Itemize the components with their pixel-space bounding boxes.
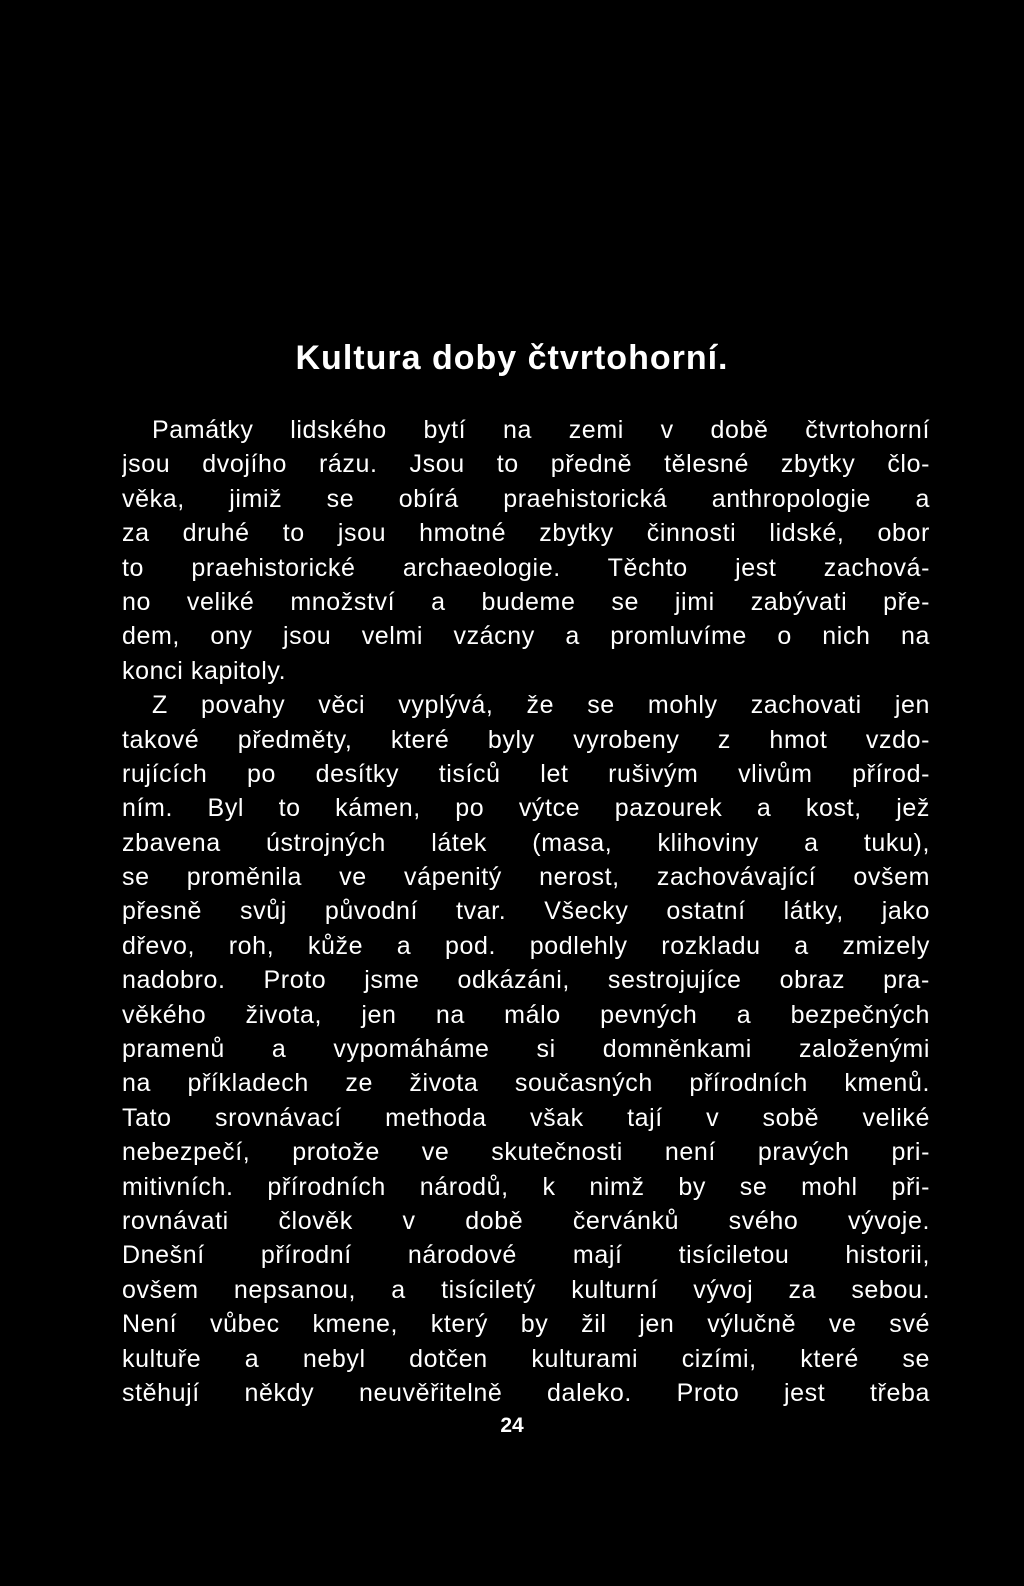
text-line: to praehistorické archaeologie. Těchto jest zachová- xyxy=(122,553,930,582)
text-line: na příkladech ze života současných přírodních kmenů. xyxy=(122,1069,930,1098)
body-text xyxy=(122,413,930,1410)
text-line: konci kapitoly. xyxy=(122,656,287,685)
text-line: se proměnila ve vápenitý nerost, zachovávající ovšem xyxy=(122,863,930,892)
text-line: kultuře a nebyl dotčen kulturami cizími, které se xyxy=(122,1344,930,1373)
text-line: takové předměty, které byly vyrobeny z hmot vzdo- xyxy=(122,725,930,754)
text-line: věkého života, jen na málo pevných a bezpečných xyxy=(122,1000,930,1029)
text-line: rujících po desítky tisíců let rušivým vlivům přírod- xyxy=(122,759,930,788)
text-line: nebezpečí, protože ve skutečnosti není pravých pri- xyxy=(122,1138,930,1167)
text-line: stěhují někdy neuvěřitelně daleko. Proto jest třeba xyxy=(122,1378,930,1407)
text-line: pramenů a vypomáháme si domněnkami založenými xyxy=(122,1035,930,1064)
text-line: rovnávati člověk v době červánků svého vývoje. xyxy=(122,1206,930,1235)
text-line: no veliké množství a budeme se jimi zabývati pře- xyxy=(122,587,930,616)
text-line: Tato srovnávací methoda však tají v sobě veliké xyxy=(122,1103,930,1132)
text-line: Z povahy věci vyplývá, že se mohly zachovati jen xyxy=(152,691,930,720)
text-line: přesně svůj původní tvar. Všecky ostatní látky, jako xyxy=(122,897,930,926)
text-line: Dnešní přírodní národové mají tisíciletou historii, xyxy=(122,1241,930,1270)
text-line: nadobro. Proto jsme odkázáni, sestrojujíce obraz pra- xyxy=(122,966,930,995)
page-number: 24 xyxy=(500,1414,524,1437)
text-line: dřevo, roh, kůže a pod. podlehly rozkladu a zmizely xyxy=(122,931,930,960)
text-line: Není vůbec kmene, který by žil jen výlučně ve své xyxy=(122,1310,930,1339)
text-line: věka, jimiž se obírá praehistorická anthropologie a xyxy=(122,484,930,513)
text-line: jsou dvojího rázu. Jsou to předně tělesné zbytky člo- xyxy=(122,450,930,479)
text-line: za druhé to jsou hmotné zbytky činnosti lidské, obor xyxy=(122,519,930,548)
text-line: mitivních. přírodních národů, k nimž by se mohl při- xyxy=(122,1172,930,1201)
text-line: dem, ony jsou velmi vzácny a promluvíme o nich na xyxy=(122,622,930,651)
text-line: Památky lidského bytí na zemi v době čtvrtohorní xyxy=(152,416,930,444)
text-line: zbavena ústrojných látek (masa, klihoviny a tuku), xyxy=(122,828,930,857)
text-line: ovšem nepsanou, a tisíciletý kulturní vývoj za sebou. xyxy=(122,1275,930,1304)
chapter-title: Kultura doby čtvrtohorní. xyxy=(295,339,729,377)
text-line: ním. Byl to kámen, po výtce pazourek a kost, jež xyxy=(122,794,930,823)
